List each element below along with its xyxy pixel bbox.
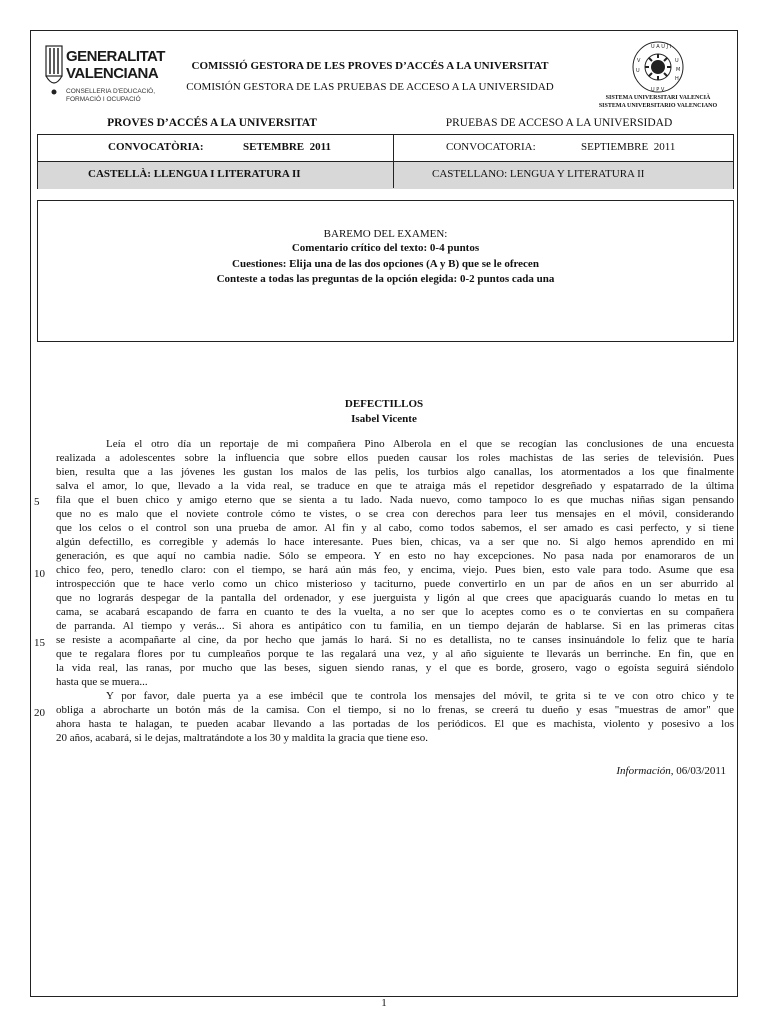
subject-spanish: CASTELLANO: LENGUA Y LITERATURA II xyxy=(432,168,645,180)
line-number: 20 xyxy=(34,707,45,719)
article-line: introspección que te hace verlo como un chico misterioso y taciturno, puede convertirlo en un par de años en un ser aburrido al xyxy=(56,578,734,590)
university-seal-icon xyxy=(631,40,685,94)
university-caption-1: SISTEMA UNIVERSITARI VALENCIÀ xyxy=(605,95,711,101)
article-line: algún defectillo, es corregible y además lo hace interesante. Pues bien, chicas, va a ser que no. Si algo hemos aprendido en mi xyxy=(56,536,734,548)
article-title: DEFECTILLOS xyxy=(344,398,424,410)
article-line: 20 años, acabará, si le dejas, maltratándote a los 30 y maldita la gracia que tiene eso. xyxy=(56,732,429,744)
svg-text:H: H xyxy=(675,76,679,82)
header-line-spanish: COMISIÓN GESTORA DE LAS PRUEBAS DE ACCESO A LA UNIVERSIDAD xyxy=(186,81,554,93)
article-line: que no es malo que el noviete controle cómo te vistes, o se crea con derechos para leer tus mensajes en el móvil, considerando xyxy=(56,508,734,520)
subject-row xyxy=(38,161,733,189)
convocatoria-value-spanish: SEPTIEMBRE 2011 xyxy=(581,141,676,153)
generalitat-name-line2: VALENCIANA xyxy=(66,65,159,82)
baremo-line-1: Comentario crítico del texto: 0-4 puntos xyxy=(291,242,480,254)
table-divider xyxy=(393,135,394,188)
university-system-logo xyxy=(592,40,724,110)
convocatoria-label-valencian: CONVOCATÒRIA: xyxy=(108,141,204,153)
title-spanish: PRUEBAS DE ACCESO A LA UNIVERSIDAD xyxy=(445,117,673,129)
svg-text:U A U J I: U A U J I xyxy=(651,44,672,50)
page-number: 1 xyxy=(381,997,387,1009)
article-line: Y por favor, dale puerta ya a ese imbécil que te controla los mensajes del móvil, te grita si te ve con otro chico y te xyxy=(106,690,734,702)
line-number: 5 xyxy=(34,496,40,508)
convocatoria-label-spanish: CONVOCATORIA: xyxy=(446,141,536,153)
baremo-line-2: Cuestiones: Elija una de las dos opciones (A y B) que se le ofrecen xyxy=(232,258,539,270)
article-line: chico feo, pero, tenedlo claro: con el tiempo, se hará aún más feo, y encima, viejo. Pues bien, esto vale para todo. Asume que esa xyxy=(56,564,734,576)
article-line: ahora hasta te halagan, te pueden acabar llevando a las portadas de los periódicos. El que es machista, violento y posesivo a los xyxy=(56,718,734,730)
article-line: realizada a adolescentes sobre la influencia que sobre ellos pueden causar los roles machistas de las series de televisión. Pues xyxy=(56,452,734,464)
title-valencian: PROVES D’ACCÉS A LA UNIVERSITAT xyxy=(107,117,317,129)
article-line: de parranda. Al tiempo y verás... Si ahora es antipático con tu familia, en un tiempo dejarán de hablarse. Si en las primeras citas xyxy=(56,620,734,632)
article-line: que te regalara flores por tu cumpleaños porque te las regalará una vez, y al año siguiente te llevarás un berrinche. En fin, que en xyxy=(56,648,734,660)
article-line: Leía el otro día un reportaje de mi compañera Pino Alberola en el que se recogían las conclusiones de una encuesta xyxy=(106,438,734,450)
svg-text:U P V: U P V xyxy=(651,87,665,93)
article-line: bien, resulta que a las jóvenes les gustan los malos de las pelis, los turbios algo canallas, los atormentados a los que finalmente xyxy=(56,466,734,478)
generalitat-name-line1: GENERALITAT xyxy=(66,48,165,65)
article-line: que los celos o el control son una prueba de amor. Al fin y al cabo, como todos sabemos, el ser amado es casi perfecto, y si tiene xyxy=(56,522,734,534)
article-source xyxy=(616,765,726,777)
baremo-box xyxy=(37,200,734,342)
line-number: 10 xyxy=(34,568,45,580)
article-author: Isabel Vicente xyxy=(351,413,417,425)
article-line: fila que el buen chico y amigo eterno que se sienta a tu lado. Nada nuevo, como tampoco lo es que muchas niñas sigan pensando xyxy=(56,494,734,506)
article-line: salva el amor, lo que, llevado a la vida real, se traduce en que te atraiga más el repetidor desgreñado y espatarrado de la última xyxy=(56,480,734,492)
conselleria-line2: FORMACIÓ I OCUPACIÓ xyxy=(66,96,141,103)
subject-valencian: CASTELLÀ: LLENGUA I LITERATURA II xyxy=(88,168,301,180)
convocatoria-row xyxy=(38,135,733,161)
convocatoria-table xyxy=(37,134,734,189)
baremo-line-3: Conteste a todas las preguntas de la opción elegida: 0-2 puntos cada una xyxy=(216,273,555,285)
svg-text:M: M xyxy=(676,67,681,73)
article-line: que no lograrás despegar de la pantalla del ordenador, y ese juerguista y ligón al que crees que apaciguarás cuando lo metas en tu xyxy=(56,592,734,604)
article-line: la vida real, las ranas, por mucho que las beses, siguen siendo ranas, y el que es borde, grosero, vago o egoísta seguirá siéndolo xyxy=(56,662,734,674)
baremo-heading: BAREMO DEL EXAMEN: xyxy=(323,228,448,240)
generalitat-logo xyxy=(44,44,165,116)
header-line-valencian: COMISSIÓ GESTORA DE LES PROVES D’ACCÉS A LA UNIVERSITAT xyxy=(191,60,549,72)
generalitat-emblem-icon xyxy=(44,44,64,96)
article-line: cama, se acabará escapando de farra en cuanto te des la vuelta, a no ser que lo aceptes como es o te conviertas en su compañera xyxy=(56,606,734,618)
convocatoria-value-valencian: SETEMBRE 2011 xyxy=(243,141,332,153)
svg-text:U: U xyxy=(636,68,640,74)
university-caption-2: SISTEMA UNIVERSITARIO VALENCIANO xyxy=(598,103,718,109)
article-line: se resiste a acompañarte al cine, da por hecho que jamás lo hará. Si no es detallista, no te canses insinuándole lo feliz que te haría xyxy=(56,634,734,646)
source-date: 06/03/2011 xyxy=(673,765,726,777)
source-publication: Información, xyxy=(616,765,674,777)
article-line: obliga a abrocharte un botón más de la camisa. Con el tiempo, si no lo frenas, se creerá tu dueño y esas "muestras de amor" que xyxy=(56,704,734,716)
line-number: 15 xyxy=(34,637,45,649)
svg-text:V: V xyxy=(637,58,641,64)
conselleria-line1: CONSELLERIA D'EDUCACIÓ, xyxy=(66,88,156,95)
article-line: generación, es que aquí no cambia nadie. Sólo se empeora. Y en esto no hay excepciones. No pasa nada por enamoraros de un xyxy=(56,550,734,562)
svg-text:U: U xyxy=(675,58,679,64)
article-line: hasta que se muera... xyxy=(56,676,148,688)
